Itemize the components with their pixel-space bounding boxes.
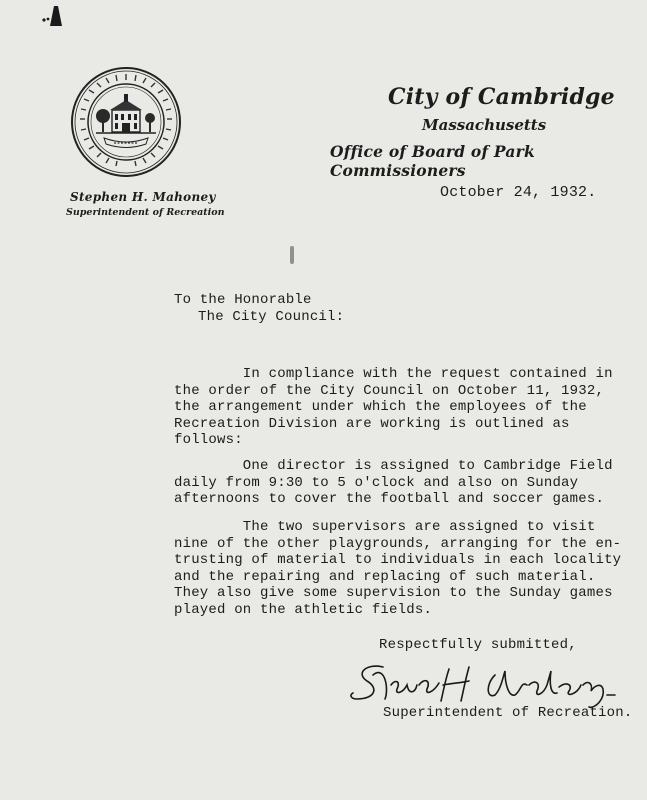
- city-seal: [70, 66, 182, 178]
- letterhead-city: City of Cambridge: [388, 84, 615, 110]
- letterhead-state: Massachusetts: [422, 116, 547, 134]
- body-paragraph-2: One director is assigned to Cambridge Field daily from 9:30 to 5 o'clock and also on Sunday afternoons to cover the football and soccer games.: [174, 458, 613, 507]
- corner-mark: [40, 6, 64, 26]
- official-name: Stephen H. Mahoney: [70, 190, 216, 204]
- letterhead-office: Office of Board of Park Commissioners: [330, 142, 535, 180]
- official-title: Superintendent of Recreation: [66, 207, 225, 218]
- letter-date: October 24, 1932.: [440, 184, 597, 201]
- signature: [345, 655, 630, 710]
- body-paragraph-3: The two supervisors are assigned to visit nine of the other playgrounds, arranging for the en- trusting of material to individuals in each locality and the repairing and replacing of such material. They also give some supervision to the Sunday games played on the athletic fields.: [174, 519, 622, 618]
- smudge-mark: [290, 246, 294, 264]
- salutation-line-2: The City Council:: [198, 309, 345, 325]
- closing: Respectfully submitted,: [379, 637, 577, 653]
- body-paragraph-1: In compliance with the request contained in the order of the City Council on October 11, 1932, the arrangement under which the employees of the Recreation Division are working is outlined as follows:: [174, 366, 613, 448]
- signer-title: Superintendent of Recreation.: [383, 705, 633, 721]
- salutation-line-1: To the Honorable: [174, 292, 312, 308]
